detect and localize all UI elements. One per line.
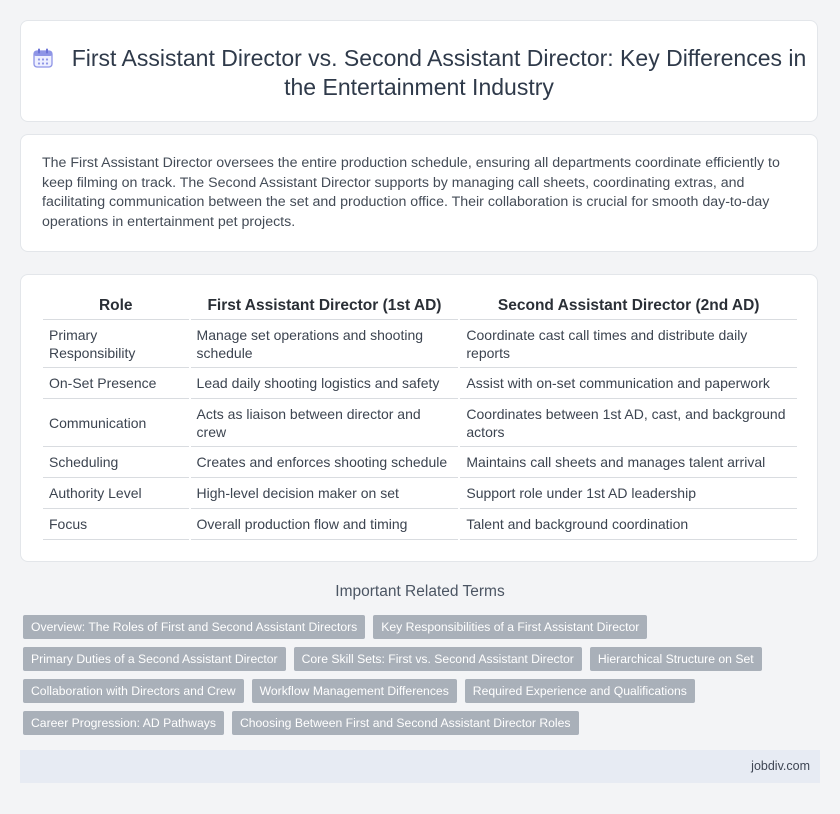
comparison-table <box>41 295 799 540</box>
page-title: First Assistant Director vs. Second Assistant Director: Key Differences in the Entertainment Industry <box>71 45 807 100</box>
column-header-role: Role <box>43 295 189 320</box>
calendar-icon <box>32 47 54 69</box>
table-row <box>43 320 797 368</box>
table-cell: High-level decision maker on set <box>191 478 459 509</box>
table-cell: Communication <box>43 399 189 447</box>
related-term-tag[interactable]: Workflow Management Differences <box>252 679 457 703</box>
table-row <box>43 368 797 399</box>
table-row <box>43 399 797 447</box>
table-row <box>43 509 797 540</box>
comparison-card <box>20 274 818 562</box>
table-cell: Overall production flow and timing <box>191 509 459 540</box>
related-term-tag[interactable]: Core Skill Sets: First vs. Second Assistant Director <box>294 647 582 671</box>
page-title-wrap <box>21 44 817 102</box>
related-term-tag[interactable]: Collaboration with Directors and Crew <box>23 679 244 703</box>
related-term-tag[interactable]: Choosing Between First and Second Assistant Director Roles <box>232 711 579 735</box>
table-cell: Coordinate cast call times and distribute daily reports <box>460 320 797 368</box>
table-header-row <box>43 295 797 320</box>
related-term-tag[interactable]: Primary Duties of a Second Assistant Director <box>23 647 286 671</box>
table-row <box>43 478 797 509</box>
table-cell: Lead daily shooting logistics and safety <box>191 368 459 399</box>
column-header-1st-ad: First Assistant Director (1st AD) <box>191 295 459 320</box>
table-cell: Authority Level <box>43 478 189 509</box>
table-cell: Assist with on-set communication and paperwork <box>460 368 797 399</box>
related-terms-heading: Important Related Terms <box>335 583 505 600</box>
table-cell: Scheduling <box>43 447 189 478</box>
table-cell: Acts as liaison between director and crew <box>191 399 459 447</box>
table-cell: Maintains call sheets and manages talent arrival <box>460 447 797 478</box>
related-term-tag[interactable]: Overview: The Roles of First and Second Assistant Directors <box>23 615 365 639</box>
table-cell: Primary Responsibility <box>43 320 189 368</box>
related-term-tag[interactable]: Hierarchical Structure on Set <box>590 647 762 671</box>
footer-site-link[interactable]: jobdiv.com <box>751 759 810 773</box>
table-cell: Focus <box>43 509 189 540</box>
title-card <box>20 20 818 122</box>
table-cell: Support role under 1st AD leadership <box>460 478 797 509</box>
footer <box>20 750 820 783</box>
table-cell: Talent and background coordination <box>460 509 797 540</box>
column-header-2nd-ad: Second Assistant Director (2nd AD) <box>460 295 797 320</box>
table-cell: Manage set operations and shooting schedule <box>191 320 459 368</box>
table-row <box>43 447 797 478</box>
summary-text: The First Assistant Director oversees the entire production schedule, ensuring all departments coordinate efficiently to keep filming on track. The Second Assistant Director supports by managing call sheets, coordinating extras, and facilitating communication between the set and production office. Their collaboration is crucial for smooth day-to-day operations in entertainment pet projects. <box>42 155 780 230</box>
related-term-tag[interactable]: Career Progression: AD Pathways <box>23 711 224 735</box>
related-term-tag[interactable]: Key Responsibilities of a First Assistant Director <box>373 615 647 639</box>
summary-card <box>20 134 818 252</box>
table-cell: Creates and enforces shooting schedule <box>191 447 459 478</box>
table-cell: Coordinates between 1st AD, cast, and background actors <box>460 399 797 447</box>
table-cell: On-Set Presence <box>43 368 189 399</box>
related-term-tag[interactable]: Required Experience and Qualifications <box>465 679 695 703</box>
related-terms-list <box>23 615 813 735</box>
